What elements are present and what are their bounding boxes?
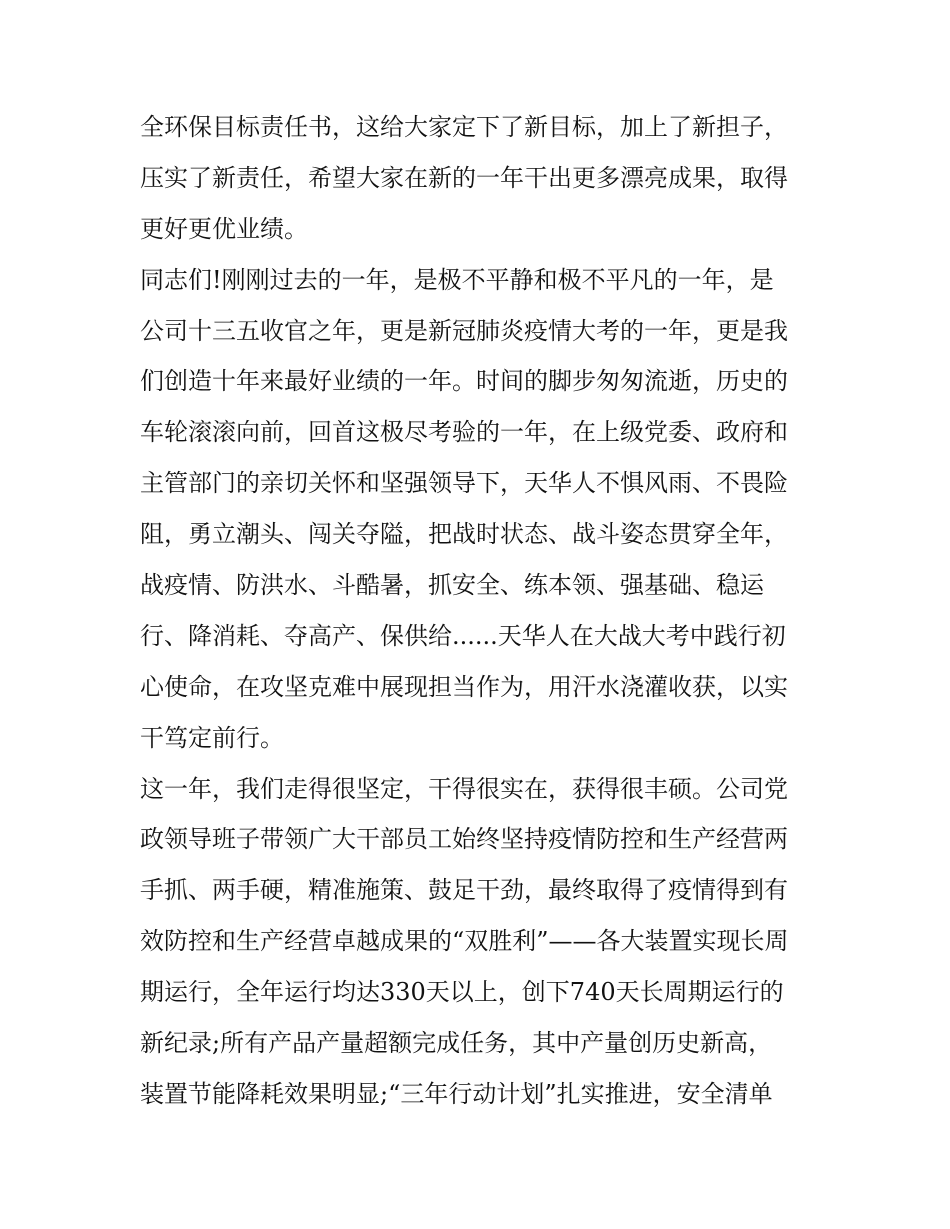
text-line: 主管部门的亲切关怀和坚强领导下，天华人不惧风雨、不畏险 bbox=[140, 469, 788, 498]
text-line: 们创造十年来最好业绩的一年。时间的脚步匆匆流逝，历史的 bbox=[140, 367, 788, 396]
text-line: 车轮滚滚向前，回首这极尽考验的一年，在上级党委、政府和 bbox=[140, 418, 788, 447]
body-text bbox=[140, 102, 820, 1120]
text-line: 政领导班子带领广大干部员工始终坚持疫情防控和生产经营两 bbox=[140, 825, 788, 854]
text-line: 更好更优业绩。 bbox=[140, 214, 308, 243]
text-line: 心使命，在攻坚克难中展现担当作为，用汗水浇灌收获，以实 bbox=[140, 672, 788, 701]
text-line: 公司十三五收官之年，更是新冠肺炎疫情大考的一年，更是我 bbox=[140, 316, 788, 345]
text-line: 压实了新责任，希望大家在新的一年干出更多漂亮成果，取得 bbox=[140, 163, 788, 192]
text-line: 这一年，我们走得很坚定，干得很实在，获得很丰硕。公司党 bbox=[140, 774, 788, 803]
text-line: 干笃定前行。 bbox=[140, 723, 284, 752]
text-line: 效防控和生产经营卓越成果的“双胜利”——各大装置实现长周 bbox=[140, 927, 789, 956]
text-line: 新纪录;所有产品产量超额完成任务，其中产量创历史新高， bbox=[140, 1029, 773, 1058]
text-line: 全环保目标责任书，这给大家定下了新目标，加上了新担子， bbox=[140, 113, 788, 141]
text-line: 行、降消耗、夺高产、保供给......天华人在大战大考中践行初 bbox=[140, 621, 786, 650]
text-line: 同志们!刚刚过去的一年，是极不平静和极不平凡的一年，是 bbox=[140, 265, 774, 294]
text-line: 手抓、两手硬，精准施策、鼓足干劲，最终取得了疫情得到有 bbox=[140, 876, 788, 905]
text-line: 期运行，全年运行均达330天以上，创下740天长周期运行的 bbox=[140, 978, 784, 1007]
text-line: 阻，勇立潮头、闯关夺隘，把战时状态、战斗姿态贯穿全年， bbox=[140, 520, 788, 549]
text-line: 战疫情、防洪水、斗酷暑，抓安全、练本领、强基础、稳运 bbox=[140, 571, 764, 600]
text-line: 装置节能降耗效果明显;“三年行动计划”扎实推进，安全清单 bbox=[140, 1079, 773, 1108]
